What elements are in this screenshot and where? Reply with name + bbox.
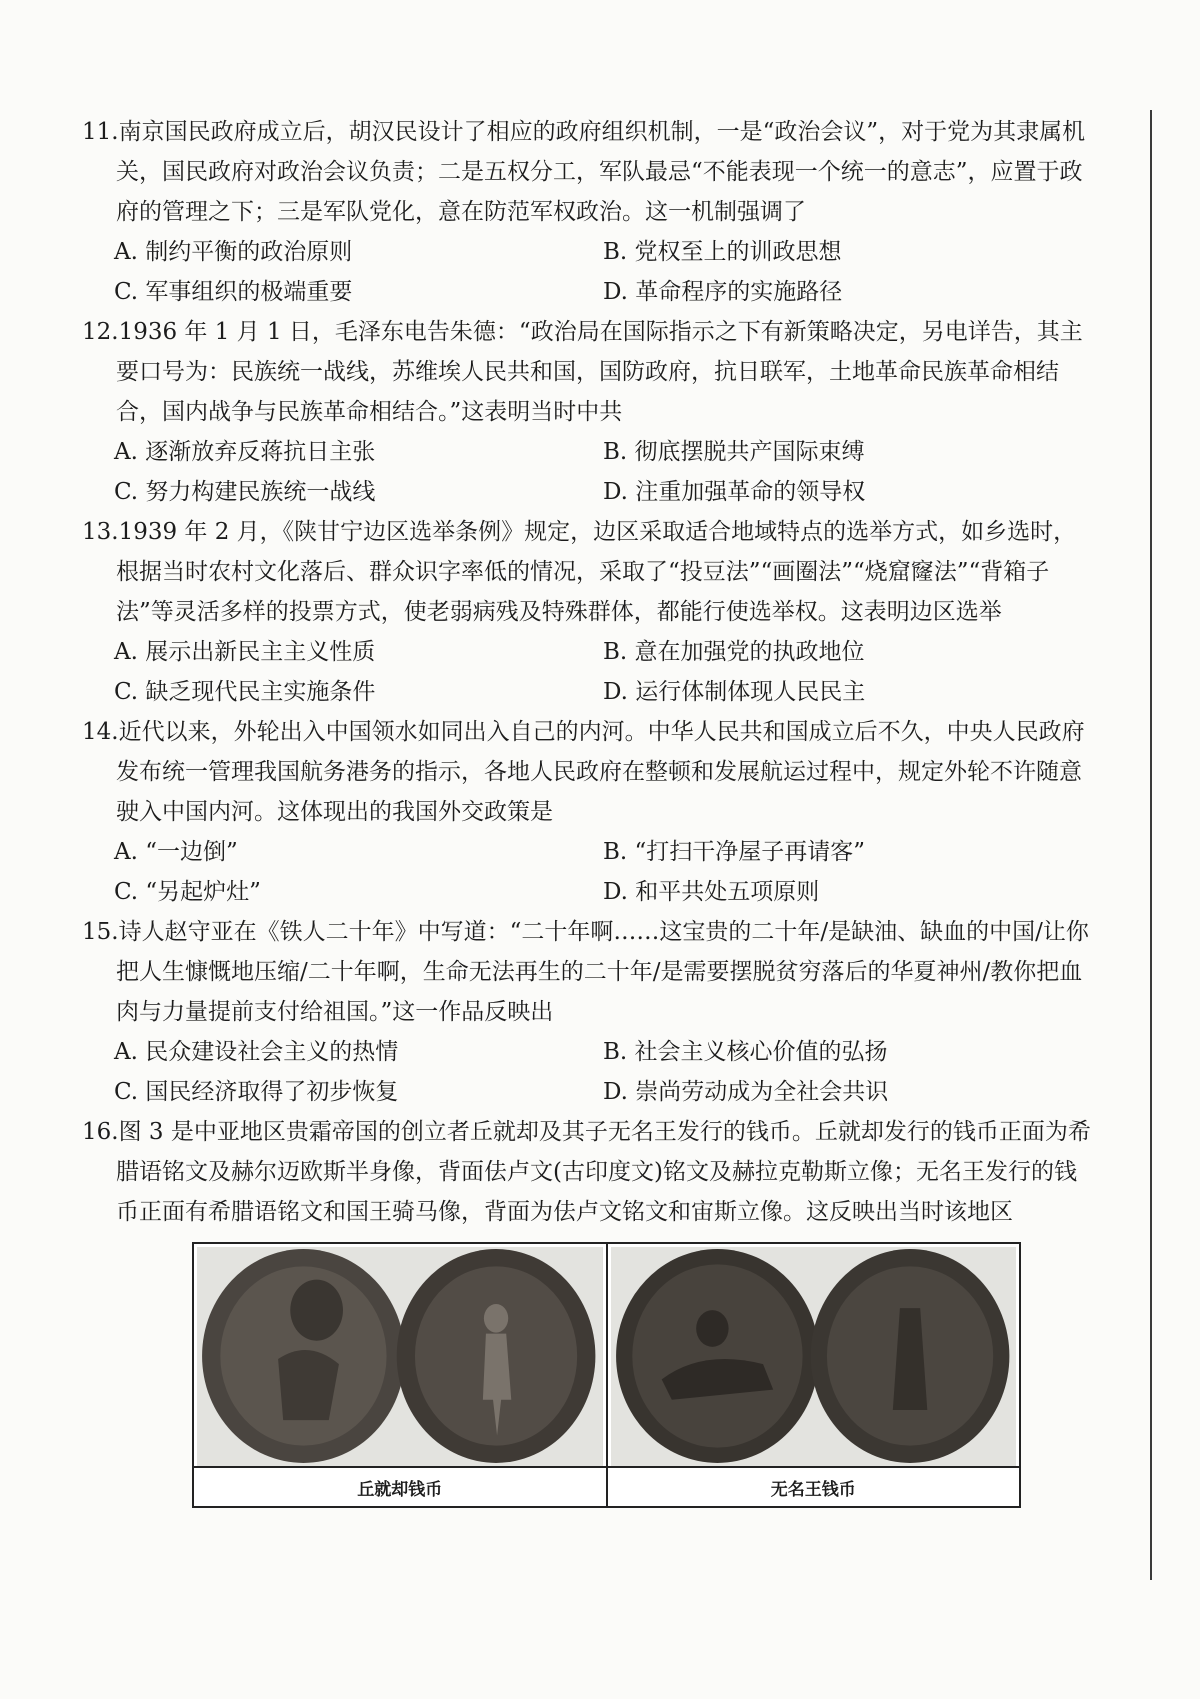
option-c[interactable]: C. 努力构建民族统一战线 — [114, 479, 376, 505]
option-c[interactable]: C. “另起炉灶” — [114, 879, 261, 905]
option-b[interactable]: B. 彻底摆脱共产国际束缚 — [603, 439, 865, 465]
question-number: 16. — [82, 1119, 119, 1145]
coin-image — [197, 1247, 603, 1466]
option-c[interactable]: C. 国民经济取得了初步恢复 — [114, 1079, 399, 1105]
option-d[interactable]: D. 革命程序的实施路径 — [603, 279, 843, 305]
coin-image — [611, 1247, 1017, 1466]
question-stem: 图 3 是中亚地区贵霜帝国的创立者丘就却及其子无名王发行的钱币。丘就却发行的钱币正面为希腊语铭文及赫尔迈欧斯半身像，背面佉卢文(古印度文)铭文及赫拉克勒斯立像；无名王发行的钱币正面有希腊语铭文和国王骑马像，背面为佉卢文铭文和宙斯立像。这反映出当时该地区 — [116, 1119, 1091, 1225]
figure-caption-left: 丘就却钱币 — [194, 1466, 606, 1506]
question-12 — [82, 312, 1092, 512]
options — [82, 1032, 1092, 1112]
option-b[interactable]: B. 社会主义核心价值的弘扬 — [603, 1039, 888, 1065]
question-number: 13. — [82, 519, 119, 545]
question-stem: 1936 年 1 月 1 日，毛泽东电告朱德：“政治局在国际指示之下有新策略决定，另电详告，其主要口号为：民族统一战线，苏维埃人民共和国，国防政府，抗日联军，土地革命民族革命相结合，国内战争与民族革命相结合。”这表明当时中共 — [116, 319, 1083, 425]
options — [82, 432, 1092, 512]
option-d[interactable]: D. 注重加强革命的领导权 — [603, 479, 866, 505]
options — [82, 232, 1092, 312]
question-stem: 南京国民政府成立后，胡汉民设计了相应的政府组织机制，一是“政治会议”，对于党为其隶属机关，国民政府对政治会议负责；二是五权分工，军队最忌“不能表现一个统一的意志”，应置于政府的管理之下；三是军队党化，意在防范军权政治。这一机制强调了 — [116, 119, 1086, 225]
options — [82, 832, 1092, 912]
option-c[interactable]: C. 军事组织的极端重要 — [114, 279, 353, 305]
figure-panel-right — [606, 1244, 1020, 1506]
question-13 — [82, 512, 1092, 712]
question-number: 12. — [82, 319, 119, 345]
question-11 — [82, 112, 1092, 312]
question-list — [82, 112, 1092, 1508]
question-15 — [82, 912, 1092, 1112]
question-14 — [82, 712, 1092, 912]
option-a[interactable]: A. 逐渐放弃反蒋抗日主张 — [114, 439, 376, 465]
question-number: 11. — [82, 119, 119, 145]
question-stem: 1939 年 2 月，《陕甘宁边区选举条例》规定，边区采取适合地域特点的选举方式，如乡选时，根据当时农村文化落后、群众识字率低的情况，采取了“投豆法”“画圈法”“烧窟窿法”“背箱子法”等灵活多样的投票方式，使老弱病残及特殊群体，都能行使选举权。这表明边区选举 — [116, 519, 1077, 625]
figure-panel-left — [194, 1244, 606, 1506]
option-b[interactable]: B. 党权至上的训政思想 — [603, 239, 842, 265]
option-a[interactable]: A. 制约平衡的政治原则 — [114, 239, 353, 265]
question-number: 14. — [82, 719, 119, 745]
option-a[interactable]: A. 展示出新民主主义性质 — [114, 639, 376, 665]
question-stem: 诗人赵守亚在《铁人二十年》中写道：“二十年啊……这宝贵的二十年/是缺油、缺血的中国/让你把人生慷慨地压缩/二十年啊，生命无法再生的二十年/是需要摆脱贫穷落后的华夏神州/教你把血肉与力量提前支付给祖国。”这一作品反映出 — [116, 919, 1089, 1025]
option-a[interactable]: A. 民众建设社会主义的热情 — [114, 1039, 399, 1065]
option-a[interactable]: A. “一边倒” — [114, 839, 238, 865]
coin-photo-right — [611, 1247, 1017, 1466]
coin-photo-left — [197, 1247, 603, 1466]
option-d[interactable]: D. 和平共处五项原则 — [603, 879, 820, 905]
question-stem: 近代以来，外轮出入中国领水如同出入自己的内河。中华人民共和国成立后不久，中央人民政府发布统一管理我国航务港务的指示，各地人民政府在整顿和发展航运过程中，规定外轮不许随意驶入中国内河。这体现出的我国外交政策是 — [116, 719, 1085, 825]
margin-rule — [1150, 110, 1152, 1580]
option-d[interactable]: D. 崇尚劳动成为全社会共识 — [603, 1079, 889, 1105]
option-d[interactable]: D. 运行体制体现人民民主 — [603, 679, 866, 705]
coin-figure — [192, 1242, 1021, 1508]
option-b[interactable]: B. “打扫干净屋子再请客” — [603, 839, 866, 865]
question-number: 15. — [82, 919, 119, 945]
option-c[interactable]: C. 缺乏现代民主实施条件 — [114, 679, 376, 705]
figure-caption-right: 无名王钱币 — [608, 1466, 1020, 1506]
question-16 — [82, 1112, 1092, 1508]
options — [82, 632, 1092, 712]
option-b[interactable]: B. 意在加强党的执政地位 — [603, 639, 865, 665]
